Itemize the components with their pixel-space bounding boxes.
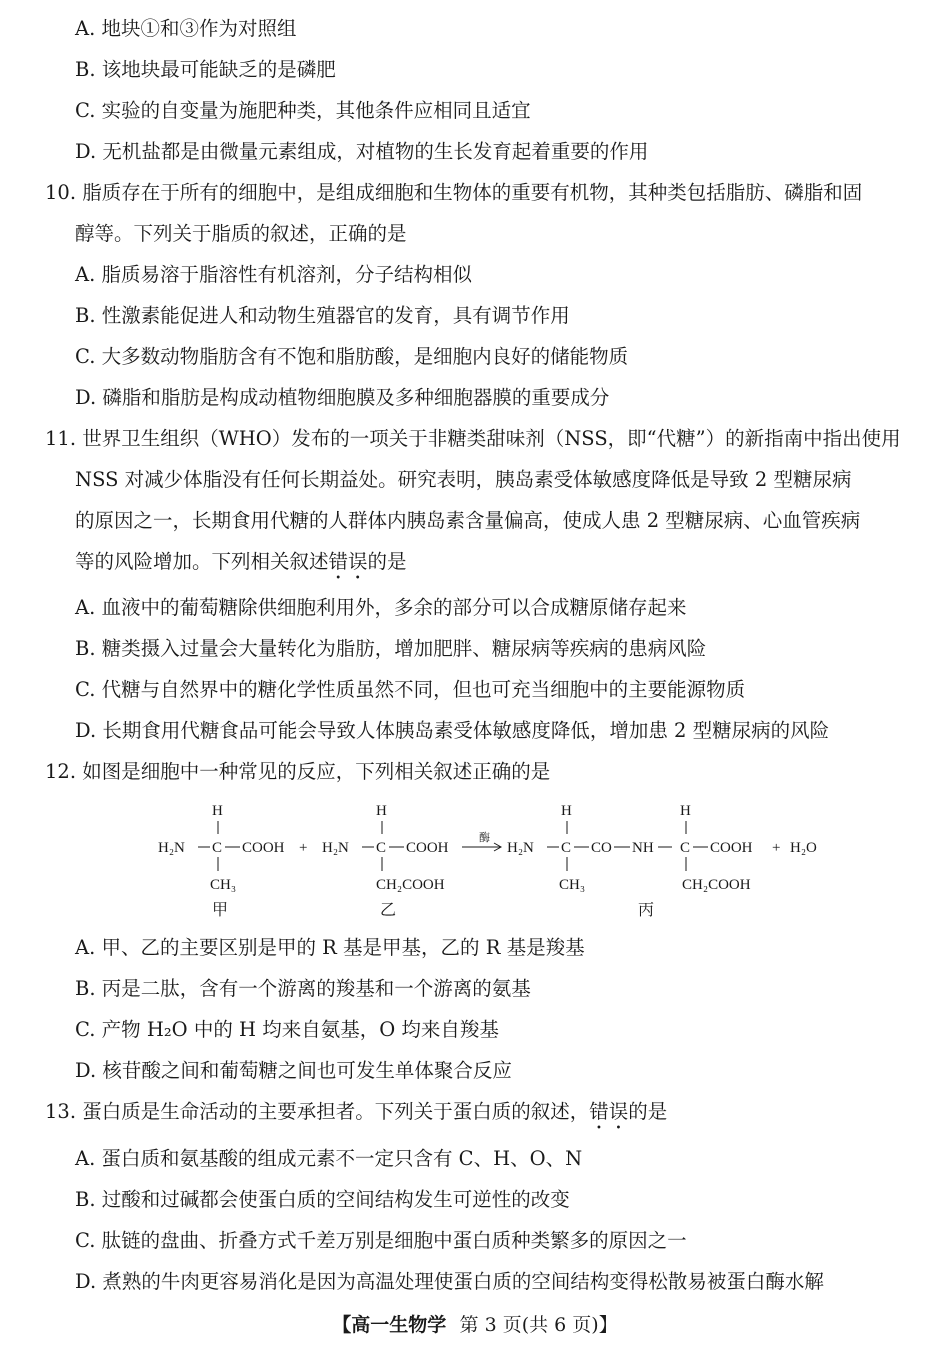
bing-carbon1: C [561, 840, 572, 856]
q12-option-b: B. 丙是二肽，含有一个游离的羧基和一个游离的氨基 [75, 977, 531, 1000]
q10-option-a: A. 脂质易溶于脂溶性有机溶剂，分子结构相似 [75, 263, 472, 286]
q10-option-c: C. 大多数动物脂肪含有不饱和脂肪酸，是细胞内良好的储能物质 [75, 345, 629, 368]
q11-stem-line2: NSS 对减少体脂没有任何长期益处。研究表明，胰岛素受体敏感度降低是导致 2 型糖尿病 [75, 468, 852, 491]
page-footer [0, 1312, 950, 1338]
q9-option-b: B. 该地块最可能缺乏的是磷肥 [75, 58, 336, 81]
bing-r-group1: CH₃ [559, 877, 586, 893]
q13-stem [45, 1099, 667, 1134]
bing-imino: NH [632, 840, 654, 856]
jia-r-group: CH₃ [210, 877, 237, 893]
q9-option-c: C. 实验的自变量为施肥种类，其他条件应相同且适宜 [75, 99, 531, 122]
q13-option-d: D. 煮熟的牛肉更容易消化是因为高温处理使蛋白质的空间结构变得松散易被蛋白酶水解 [75, 1270, 824, 1293]
footer-subject: 【高一生物学 [332, 1314, 447, 1336]
q13-stem-tail: 的是 [628, 1100, 668, 1123]
q11-option-c: C. 代糖与自然界中的糖化学性质虽然不同，但也可充当细胞中的主要能源物质 [75, 678, 746, 701]
yi-carboxyl: COOH [406, 840, 449, 856]
q10-option-d: D. 磷脂和脂肪是构成动植物细胞膜及多种细胞器膜的重要成分 [75, 386, 610, 409]
q13-option-a: A. 蛋白质和氨基酸的组成元素不一定只含有 C、H、O、N [75, 1147, 583, 1170]
q12-option-a: A. 甲、乙的主要区别是甲的 R 基是甲基，乙的 R 基是羧基 [75, 936, 585, 959]
footer-page-number: 第 3 页(共 6 页)】 [459, 1314, 618, 1336]
q12-stem: 12. 如图是细胞中一种常见的反应，下列相关叙述正确的是 [45, 760, 551, 783]
label-jia: 甲 [212, 902, 229, 919]
q12-option-c: C. 产物 H₂O 中的 H 均来自氨基，O 均来自羧基 [75, 1018, 499, 1041]
bing-r-group2: CH₂COOH [682, 877, 751, 893]
q9-option-a: A. 地块①和③作为对照组 [75, 17, 297, 40]
label-yi: 乙 [380, 902, 397, 919]
label-bing: 丙 [638, 902, 655, 919]
bing-amino: H₂N [507, 840, 534, 856]
bing-h2: H [680, 803, 691, 819]
q11-option-d: D. 长期食用代糖食品可能会导致人体胰岛素受体敏感度降低，增加患 2 型糖尿病的风险 [75, 719, 830, 742]
bing-carbonyl: CO [591, 840, 612, 856]
yi-r-group: CH₂COOH [376, 877, 445, 893]
bing-carboxyl: COOH [710, 840, 753, 856]
jia-h: H [212, 803, 223, 819]
jia-carboxyl: COOH [242, 840, 285, 856]
jia-alpha-carbon: C [212, 840, 223, 856]
q11-stem-line1: 11. 世界卫生组织（WHO）发布的一项关于非糖类甜味剂（NSS，即“代糖”）的新指南中指出使用 [45, 427, 901, 450]
q9-option-d: D. 无机盐都是由微量元素组成，对植物的生长发育起着重要的作用 [75, 140, 649, 163]
water-product: H₂O [790, 840, 817, 856]
q12-option-d: D. 核苷酸之间和葡萄糖之间也可发生单体聚合反应 [75, 1059, 512, 1082]
bing-carbon2: C [680, 840, 691, 856]
q11-option-b: B. 糖类摄入过量会大量转化为脂肪，增加肥胖、糖尿病等疾病的患病风险 [75, 637, 707, 660]
q11-stem-line3: 的原因之一，长期食用代糖的人群体内胰岛素含量偏高，使成人患 2 型糖尿病、心血管疾病 [75, 509, 861, 532]
dipeptide-reaction-diagram [0, 795, 950, 925]
yi-amino: H₂N [322, 840, 349, 856]
q13-stem-text: 13. 蛋白质是生命活动的主要承担者。下列关于蛋白质的叙述， [45, 1100, 590, 1123]
q10-stem-line2: 醇等。下列关于脂质的叙述，正确的是 [75, 222, 407, 245]
q11-stem-text: 等的风险增加。下列相关叙述 [75, 550, 329, 573]
bing-h1: H [561, 803, 572, 819]
plus-sign-2: + [772, 840, 781, 856]
q11-emphasis: 错误 [328, 550, 368, 573]
q11-option-a: A. 血液中的葡萄糖除供细胞利用外，多余的部分可以合成糖原储存起来 [75, 596, 687, 619]
q11-stem-line4 [75, 549, 407, 584]
q10-stem-line1: 10. 脂质存在于所有的细胞中，是组成细胞和生物体的重要有机物，其种类包括脂肪、磷脂和固 [45, 181, 863, 204]
q11-stem-tail: 的是 [367, 550, 407, 573]
q10-option-b: B. 性激素能促进人和动物生殖器官的发育，具有调节作用 [75, 304, 570, 327]
yi-alpha-carbon: C [376, 840, 387, 856]
jia-amino: H₂N [158, 840, 185, 856]
yi-h: H [376, 803, 387, 819]
q13-option-c: C. 肽链的盘曲、折叠方式千差万别是细胞中蛋白质种类繁多的原因之一 [75, 1229, 687, 1252]
plus-sign-1: + [299, 840, 308, 856]
q13-emphasis: 错误 [589, 1100, 629, 1123]
enzyme-label: 酶 [479, 832, 490, 844]
q13-option-b: B. 过酸和过碱都会使蛋白质的空间结构发生可逆性的改变 [75, 1188, 570, 1211]
